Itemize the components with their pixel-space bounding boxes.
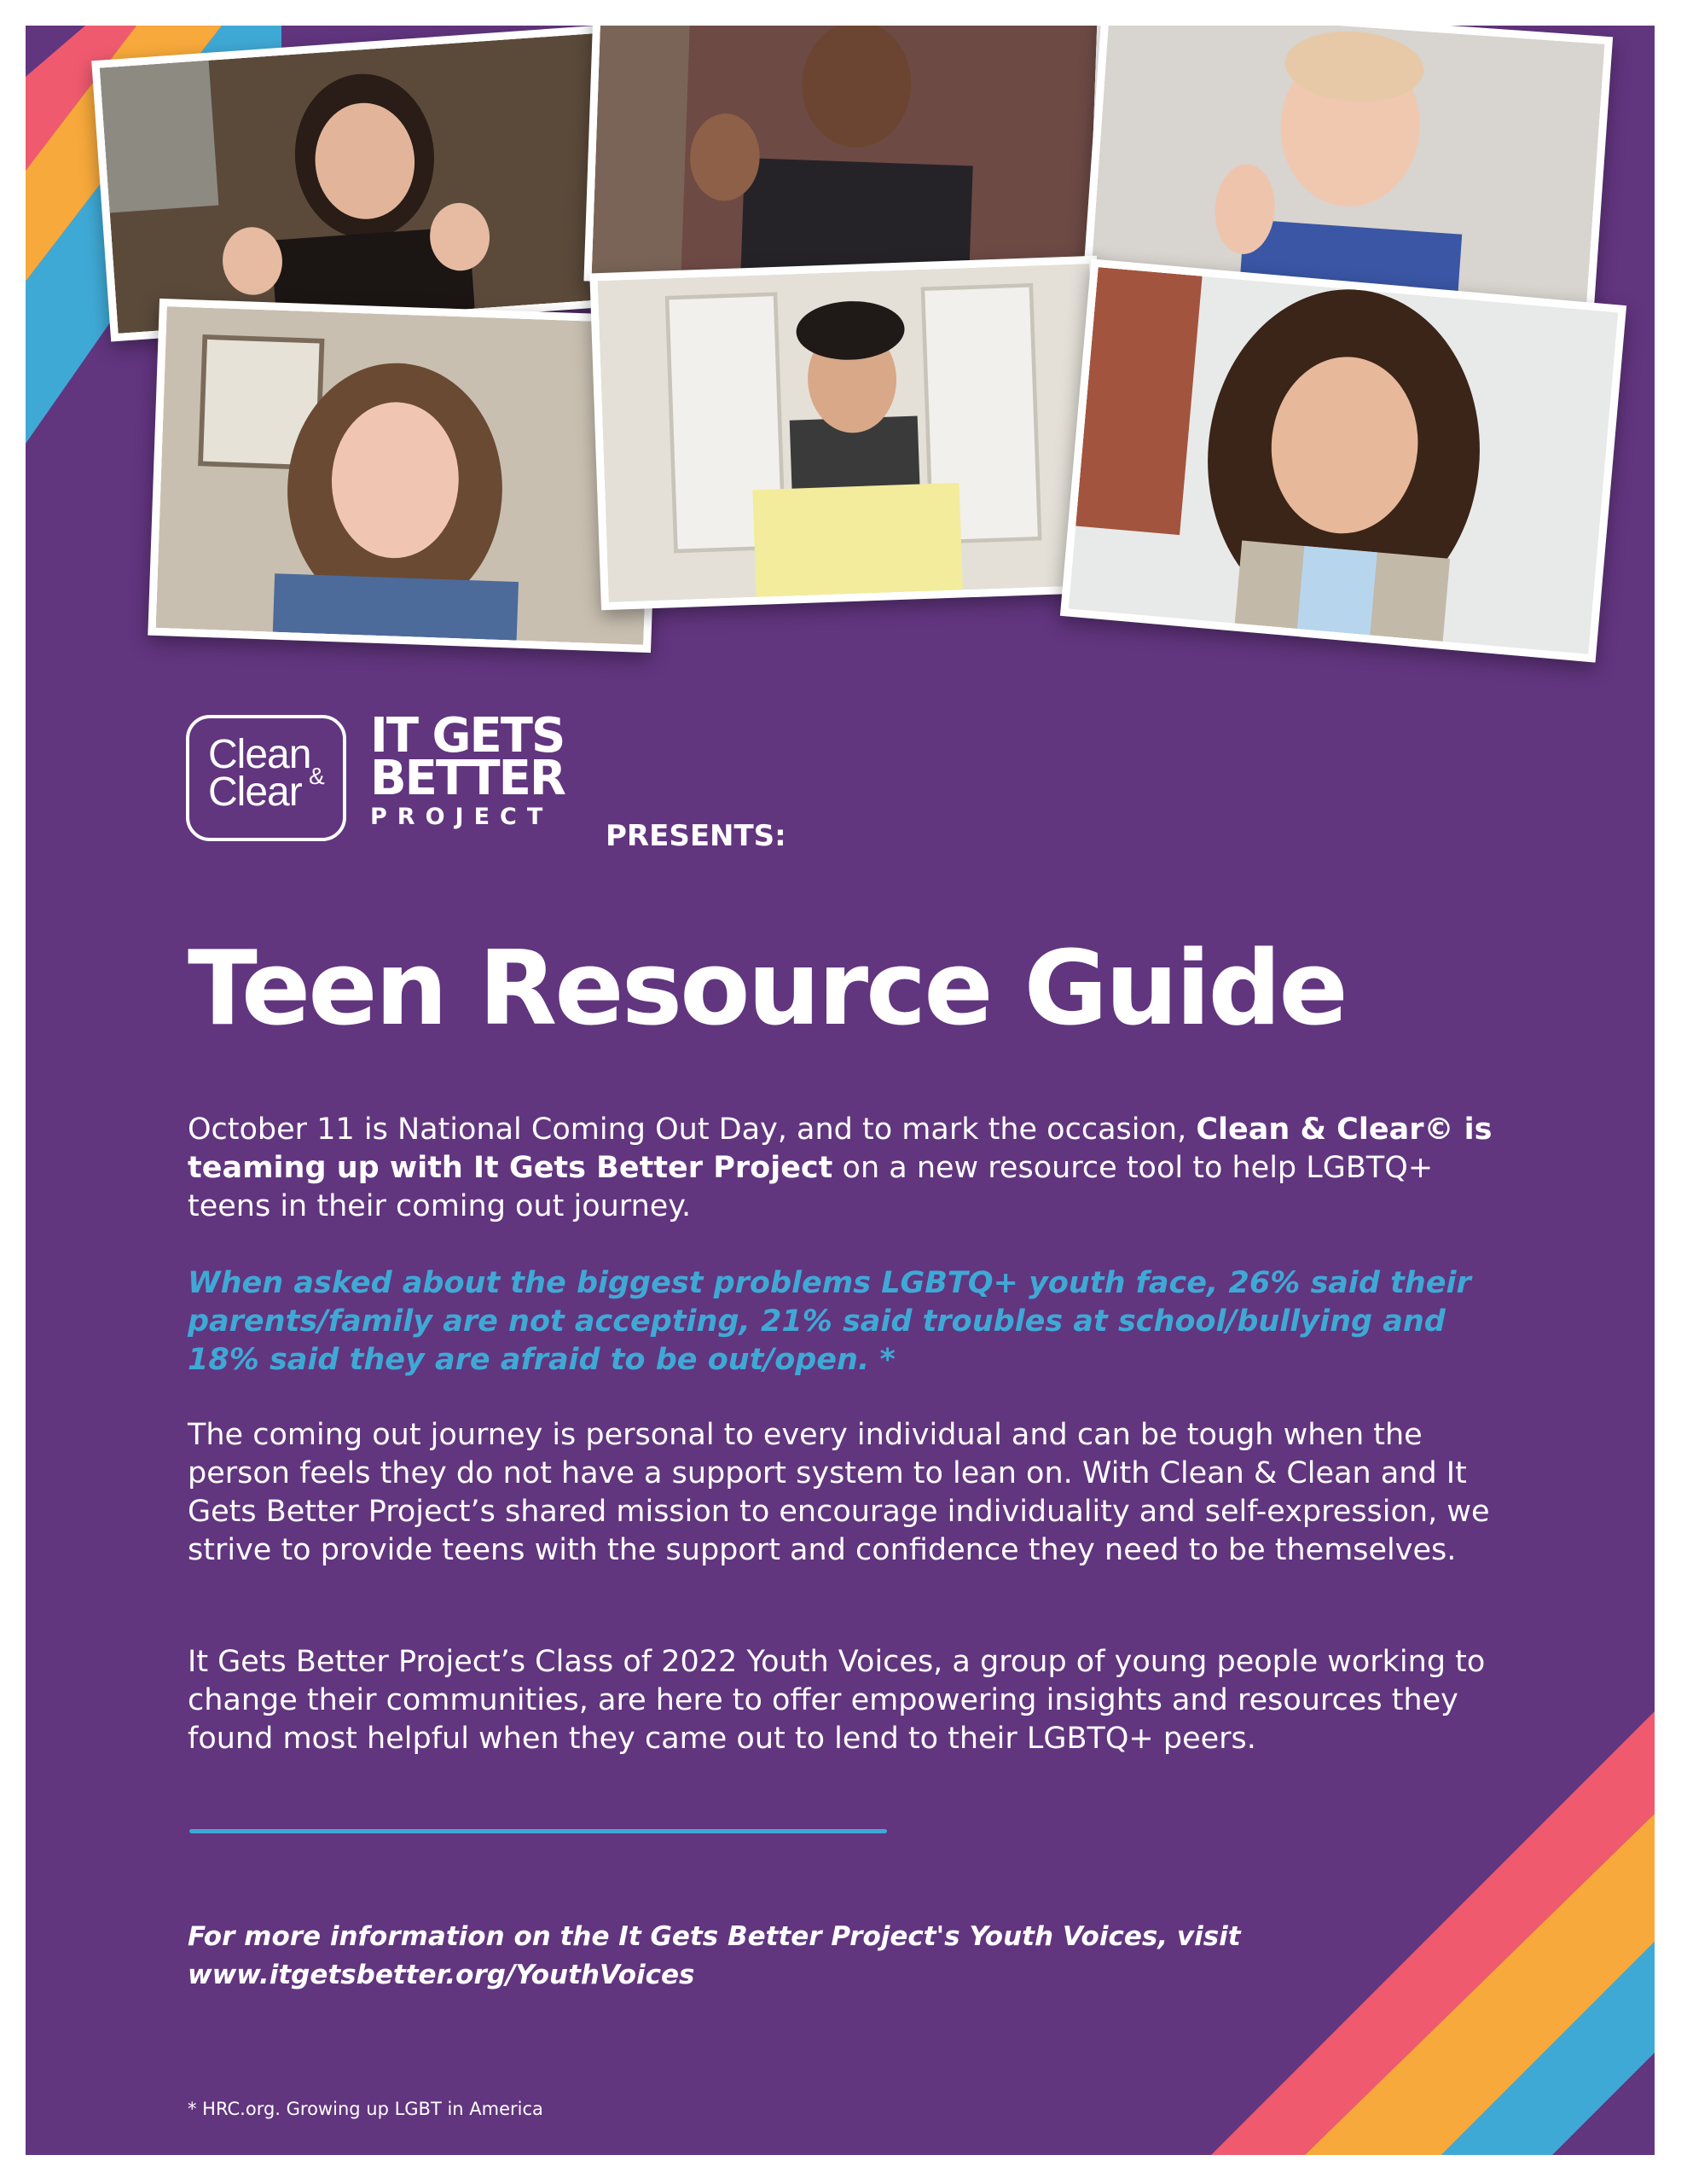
clean-clear-logo-ampersand: & (309, 763, 325, 789)
more-info-line1: For more information on the It Gets Better Project's Youth Voices, visit (188, 1921, 1241, 1952)
intro-paragraph (188, 1111, 1518, 1226)
more-info-link[interactable]: www.itgetsbetter.org/YouthVoices (188, 1960, 695, 1990)
intro-text-bold: Clean & Clear© is teaming up with It Gets Better Project (188, 1112, 1493, 1185)
rainbow-stripes-bottom-right (1211, 1711, 1655, 2155)
intro-text-part2: on a new resource tool to help LGBTQ+ teens in their coming out journey. (188, 1151, 1434, 1223)
resource-guide-page (26, 26, 1655, 2155)
more-info-text (188, 1918, 1241, 1995)
teen-photo-6 (1060, 258, 1626, 662)
it-gets-better-logo (370, 708, 592, 841)
igb-logo-line1: IT GETS (370, 708, 565, 764)
page-title: Teen Resource Guide (188, 930, 1346, 1048)
youth-voices-paragraph: It Gets Better Project’s Class of 2022 Youth Voices, a group of young people working to change their communities, are here to offer empowering insights and resources they found most helpful when they came out to lend to their LGBTQ+ peers. (188, 1645, 1486, 1756)
clean-clear-logo-line2: Clear (208, 770, 302, 815)
clean-and-clear-logo (186, 715, 346, 841)
clean-clear-logo-line1: Clean (208, 732, 311, 777)
mission-paragraph: The coming out journey is personal to every individual and can be tough when the person feels they do not have a support system to lean on. With Clean & Clean and It Gets Better Project’s shared mission to encourage individuality and self-expression, we strive to provide teens with the support and confidence they need to be themselves. (188, 1418, 1490, 1567)
divider-line (189, 1829, 887, 1833)
brand-logos (186, 708, 592, 851)
footnote: * HRC.org. Growing up LGBT in America (188, 2099, 543, 2119)
igb-logo-line3: PROJECT (370, 804, 554, 830)
intro-text-part1: October 11 is National Coming Out Day, and to mark the occasion, (188, 1112, 1197, 1147)
teen-photo-1 (91, 26, 622, 342)
teen-photo-5 (589, 256, 1108, 611)
igb-logo-line2: BETTER (370, 751, 565, 806)
teen-photo-4 (148, 299, 662, 653)
statistic-callout: When asked about the biggest problems LGBTQ+ youth face, 26% said their parents/family are not accepting, 21% said troubles at school/bullying and 18% said they are afraid to be out/open. * (188, 1266, 1471, 1377)
presents-label: PRESENTS: (606, 819, 786, 853)
